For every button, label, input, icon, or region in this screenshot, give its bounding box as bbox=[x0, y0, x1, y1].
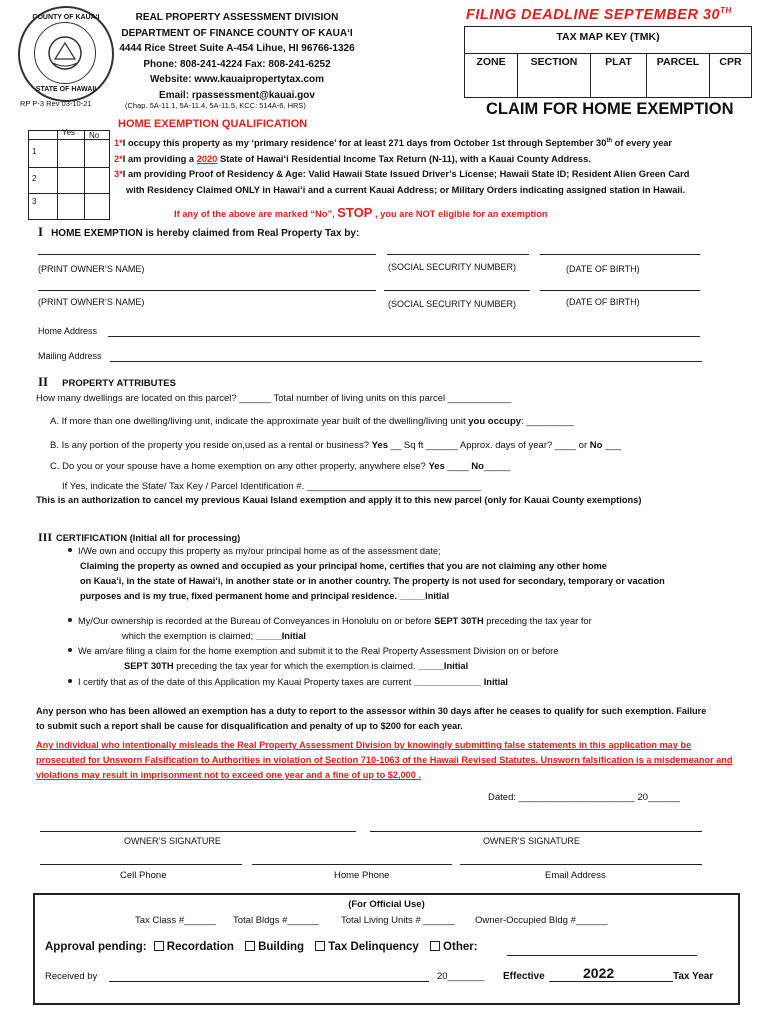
question-a-text: If more than one dwelling/living unit, indicate the approximate year built of the dwelling/living unit bbox=[61, 416, 469, 427]
cert-1-line-2: Claiming the property as owned and occupied as your principal home, certifies that you are not claiming any other home bbox=[80, 561, 607, 571]
tmk-parcel-field[interactable]: PARCEL bbox=[646, 53, 709, 97]
owner-2-signature-line[interactable] bbox=[370, 831, 702, 832]
cert-3-initial: _____Initial bbox=[418, 661, 469, 671]
cert-1-line-4[interactable]: purposes and is my true, fixed permanent home and principal residence. _____Initial bbox=[80, 591, 450, 601]
section-3-heading bbox=[38, 530, 240, 545]
effective-year[interactable]: 2022 bbox=[583, 965, 615, 981]
cell-phone-field[interactable] bbox=[40, 864, 242, 865]
q2-no-checkbox[interactable] bbox=[85, 168, 109, 193]
tmk-zone-field[interactable]: ZONE bbox=[465, 53, 517, 97]
question-a-blank: : _________ bbox=[521, 416, 574, 427]
owner-1-name-field[interactable] bbox=[38, 254, 376, 255]
mailing-address-label: Mailing Address bbox=[38, 351, 102, 361]
question-c-text: Do you or your spouse have a home exemption on any other property, anywhere else? bbox=[62, 461, 429, 472]
received-by-label: Received by bbox=[45, 971, 98, 982]
received-by-field[interactable] bbox=[109, 981, 429, 982]
duty-to-report: Any person who has been allowed an exemption has a duty to report to the assessor within 30 days after he ceases to qualify for such exemption. Failure to submit such a report shall be cause for disqualification and penalty of up to $200 for each year. bbox=[36, 706, 707, 731]
owner-2-name-field[interactable] bbox=[38, 290, 376, 291]
tmk-title: TAX MAP KEY (TMK) bbox=[556, 31, 660, 43]
form-revision: RP P-3 Rev 03-10-21 bbox=[20, 99, 92, 108]
question-b-blank: ___ bbox=[602, 440, 621, 451]
cert-2-cont: which the exemption is claimed; bbox=[122, 631, 256, 641]
tax-year-label: Tax Year bbox=[673, 971, 714, 982]
header-address: 4444 Rice Street Suite A-454 Lihue, HI 96766-1326 bbox=[119, 43, 355, 54]
header-email: Email: rpassessment@kauai.gov bbox=[159, 89, 315, 101]
grid-no-label: No bbox=[89, 131, 100, 140]
item-2-text: I am providing a bbox=[122, 154, 197, 164]
header-website: Website: www.kauaipropertytax.com bbox=[150, 74, 324, 85]
question-b[interactable] bbox=[50, 440, 621, 451]
dated-field[interactable]: Dated: ______________________ 20______ bbox=[488, 792, 680, 803]
q3-no-checkbox[interactable] bbox=[85, 194, 109, 219]
question-c-mid: ____ bbox=[444, 461, 472, 472]
tmk-cpr-field[interactable]: CPR bbox=[709, 53, 751, 97]
owner-1-signature-line[interactable] bbox=[40, 831, 356, 832]
header-division: REAL PROPERTY ASSESSMENT DIVISION bbox=[135, 12, 339, 23]
question-b-label: B. bbox=[50, 440, 59, 451]
delinquency-label: Tax Delinquency bbox=[328, 941, 419, 953]
item-2-year: 2020 bbox=[196, 154, 218, 164]
cert-3-text: We am/are filing a claim for the home exemption and submit it to the Real Property Assessment Division on or before bbox=[78, 646, 559, 656]
home-address-label: Home Address bbox=[38, 326, 98, 336]
owner-2-signature-label: OWNER’S SIGNATURE bbox=[483, 836, 580, 846]
if-yes-identification[interactable]: If Yes, indicate the State/ Tax Key / Parcel Identification #. _________________________________ bbox=[62, 481, 482, 492]
effective-label: Effective bbox=[503, 971, 545, 982]
statute-reference: (Chap. 5A-11.1, 5A-11.4, 5A-11.5, KCC: 514A-6, HRS) bbox=[125, 101, 306, 110]
effective-year-line bbox=[549, 981, 673, 982]
certification-bullet-3 bbox=[68, 646, 558, 656]
tmk-section-field[interactable]: SECTION bbox=[517, 53, 590, 97]
q2-yes-checkbox[interactable] bbox=[58, 168, 84, 193]
bullet-icon bbox=[68, 618, 72, 622]
qualification-item-2 bbox=[114, 154, 591, 164]
filing-deadline-text: FILING DEADLINE SEPTEMBER 30 bbox=[466, 6, 721, 23]
total-bldgs-field[interactable]: Total Bldgs #______ bbox=[233, 915, 320, 926]
question-b-mid: __ Sq ft ______ Approx. days of year? ____ or bbox=[388, 440, 590, 451]
recordation-label: Recordation bbox=[166, 941, 234, 953]
seal-top-text: COUNTY OF KAUAʻI bbox=[32, 14, 100, 21]
header-department: DEPARTMENT OF FINANCE COUNTY OF KAUAʻI bbox=[121, 27, 353, 39]
section-1-heading bbox=[38, 224, 359, 240]
owner-1-dob-field[interactable] bbox=[540, 254, 700, 255]
falsification-warning: Any individual who intentionally misleads the Real Property Assessment Division by knowingly submitting false statements in this application may be prosecuted for Unsworn Falsification to Authorities in violation of Section 710-1063 of the Hawaii Revised Statutes. Unsworn falsification is a misdemeanor and violations may result in imprisonment not to exceed one year and a fine of up to $2,000 . bbox=[36, 740, 733, 780]
item-1-text-end: of every year bbox=[612, 138, 673, 149]
owner-2-name-label: (PRINT OWNER’S NAME) bbox=[38, 297, 145, 307]
item-2-text-end: State of Hawaiʻi Residential Income Tax Return (N-11), with a Kauai County Address. bbox=[217, 154, 591, 164]
form-title: CLAIM FOR HOME EXEMPTION bbox=[486, 100, 734, 118]
stop-text-end: , you are NOT eligible for an exemption bbox=[372, 209, 548, 219]
section-2-number: II bbox=[38, 374, 49, 389]
cert-2-initial: _____Initial bbox=[255, 631, 306, 641]
cert-1-line-3: on Kauaʻi, in the state of Hawaiʻi, in another state or in another country. The property is not used for secondary, temporary or vacation bbox=[80, 576, 665, 586]
cert-3-bold: SEPT 30TH bbox=[124, 661, 174, 671]
official-use-box bbox=[33, 893, 740, 1005]
filing-deadline bbox=[466, 6, 732, 23]
section-2-title: PROPERTY ATTRIBUTES bbox=[62, 378, 176, 389]
q3-yes-checkbox[interactable] bbox=[58, 194, 84, 219]
authorization-statement: This is an authorization to cancel my previous Kauai Island exemption and apply it to this new parcel (only for Kauai County exemptions) bbox=[36, 495, 642, 505]
stop-notice bbox=[174, 205, 548, 220]
item-1-suffix: th bbox=[606, 138, 613, 144]
tax-class-field[interactable]: Tax Class #______ bbox=[135, 915, 216, 926]
qualification-item-1 bbox=[114, 138, 672, 148]
dwellings-question[interactable]: How many dwellings are located on this parcel? ______ Total number of living units on this parcel ____________ bbox=[36, 393, 512, 404]
owner-occupied-field[interactable]: Owner-Occupied Bldg #______ bbox=[475, 915, 608, 926]
qualification-item-3-cont: with Residency Claimed ONLY in Hawaiʻi and a current Kauai Address; or Military Orders indicating assigned station in Hawaii. bbox=[126, 185, 686, 195]
item-3-text: I am providing Proof of Residency & Age: Valid Hawaii State Issued Driver’s License; Hawaii State ID; Resident Alien Green Card bbox=[122, 169, 690, 179]
building-label: Building bbox=[258, 941, 305, 953]
bullet-icon bbox=[68, 679, 72, 683]
stop-word: STOP bbox=[337, 205, 373, 220]
cell-phone-label: Cell Phone bbox=[120, 870, 167, 881]
owner-2-ssn-field[interactable] bbox=[384, 290, 530, 291]
q1-yes-checkbox[interactable] bbox=[58, 140, 84, 167]
section-2-heading bbox=[38, 374, 176, 390]
recordation-checkbox[interactable] bbox=[154, 941, 164, 951]
living-units-field[interactable]: Total Living Units # ______ bbox=[341, 915, 456, 926]
owner-1-ssn-field[interactable] bbox=[387, 254, 529, 255]
approval-label: Approval pending: bbox=[45, 941, 147, 953]
cert-2-text-end: preceding the tax year for bbox=[483, 616, 592, 626]
question-a[interactable] bbox=[50, 416, 574, 427]
item-1-number: 1* bbox=[114, 138, 123, 149]
grid-row-2: 2 bbox=[32, 174, 37, 183]
building-checkbox[interactable] bbox=[245, 941, 255, 951]
delinquency-checkbox[interactable] bbox=[315, 941, 325, 951]
seal-bottom-text: STATE OF HAWAII bbox=[35, 86, 97, 93]
seal-emblem-icon bbox=[35, 23, 95, 83]
owner-2-ssn-label: (SOCIAL SECURITY NUMBER) bbox=[388, 299, 517, 309]
seal-inner-ring bbox=[34, 22, 96, 84]
item-2-number: 2* bbox=[114, 154, 123, 164]
grid-row-1: 1 bbox=[32, 147, 37, 156]
certification-bullet-2 bbox=[68, 616, 592, 626]
owner-2-dob-label: (DATE OF BIRTH) bbox=[566, 297, 640, 307]
stop-text: If any of the above are marked “No”, bbox=[174, 209, 338, 219]
email-address-label: Email Address bbox=[545, 870, 606, 881]
question-c-yes: Yes bbox=[428, 461, 445, 472]
item-1-text: I occupy this property as my ‘primary residence’ for at least 271 days from October 1st through September 30 bbox=[122, 138, 607, 149]
agency-header bbox=[112, 10, 362, 103]
qualification-checkbox-grid bbox=[28, 130, 110, 220]
question-c-blank: _____ bbox=[483, 461, 511, 472]
cert-4-text: I certify that as of the date of this Application my Kauai Property taxes are current bbox=[78, 677, 414, 687]
cert-2-bold: SEPT 30TH bbox=[434, 616, 484, 626]
cert-1-text: I/We own and occupy this property as my/our principal home as of the assessment date; bbox=[78, 546, 441, 556]
question-a-bold: you occupy bbox=[468, 416, 522, 427]
county-seal bbox=[18, 6, 114, 102]
header-phone: Phone: 808-241-4224 Fax: 808-241-6252 bbox=[143, 58, 331, 70]
certification-bullet-1 bbox=[68, 546, 441, 556]
cert-3-cont: preceding the tax year for which the exemption is claimed. bbox=[173, 661, 419, 671]
tmk-plat-field[interactable]: PLAT bbox=[590, 53, 646, 97]
section-3-title: CERTIFICATION (Initial all for processing) bbox=[56, 533, 241, 543]
grid-yes-label: Yes bbox=[62, 128, 76, 137]
official-use-heading: (For Official Use) bbox=[348, 899, 425, 910]
question-a-label: A. bbox=[50, 416, 59, 427]
owner-1-ssn-label: (SOCIAL SECURITY NUMBER) bbox=[388, 262, 517, 272]
mailing-address-field[interactable] bbox=[110, 361, 702, 362]
cert-2-text: My/Our ownership is recorded at the Bureau of Conveyances in Honolulu on or before bbox=[78, 616, 435, 626]
cert-3-line-2[interactable] bbox=[124, 661, 468, 671]
other-label: Other: bbox=[443, 941, 478, 953]
question-b-no: No bbox=[589, 440, 603, 451]
grid-row-3: 3 bbox=[32, 197, 37, 206]
qualification-item-3 bbox=[114, 169, 689, 179]
filing-deadline-suffix: TH bbox=[720, 6, 732, 15]
owner-1-name-label: (PRINT OWNER’S NAME) bbox=[38, 264, 145, 274]
cert-4-initial: _____________ Initial bbox=[413, 677, 508, 687]
bullet-icon bbox=[68, 648, 72, 652]
home-phone-field[interactable] bbox=[252, 864, 452, 865]
section-3-number: III bbox=[38, 530, 53, 544]
owner-1-signature-label: OWNER’S SIGNATURE bbox=[124, 836, 221, 846]
question-c-label: C. bbox=[50, 461, 60, 472]
q1-no-checkbox[interactable] bbox=[85, 140, 109, 167]
other-field[interactable] bbox=[507, 955, 697, 956]
bullet-icon bbox=[68, 548, 72, 552]
question-c-no: No bbox=[471, 461, 484, 472]
cert-2-line-2[interactable] bbox=[122, 631, 306, 641]
question-b-yes: Yes bbox=[371, 440, 389, 451]
home-address-field[interactable] bbox=[108, 336, 700, 337]
home-phone-label: Home Phone bbox=[334, 870, 390, 881]
question-b-text: Is any portion of the property you reside on,used as a rental or business? bbox=[61, 440, 372, 451]
certification-bullet-4[interactable] bbox=[68, 677, 508, 687]
qualification-heading: HOME EXEMPTION QUALIFICATION bbox=[118, 118, 308, 130]
owner-1-dob-label: (DATE OF BIRTH) bbox=[566, 264, 640, 274]
email-address-field[interactable] bbox=[460, 864, 702, 865]
section-1-number: I bbox=[38, 224, 44, 239]
received-year-field[interactable]: 20_______ bbox=[437, 971, 485, 982]
owner-2-dob-field[interactable] bbox=[540, 290, 700, 291]
section-1-title: HOME EXEMPTION is hereby claimed from Real Property Tax by: bbox=[51, 228, 360, 239]
tax-map-key-box bbox=[464, 26, 752, 98]
other-checkbox[interactable] bbox=[430, 941, 440, 951]
item-3-number: 3* bbox=[114, 169, 123, 179]
approval-pending-row bbox=[45, 941, 478, 953]
question-c[interactable] bbox=[50, 461, 510, 472]
